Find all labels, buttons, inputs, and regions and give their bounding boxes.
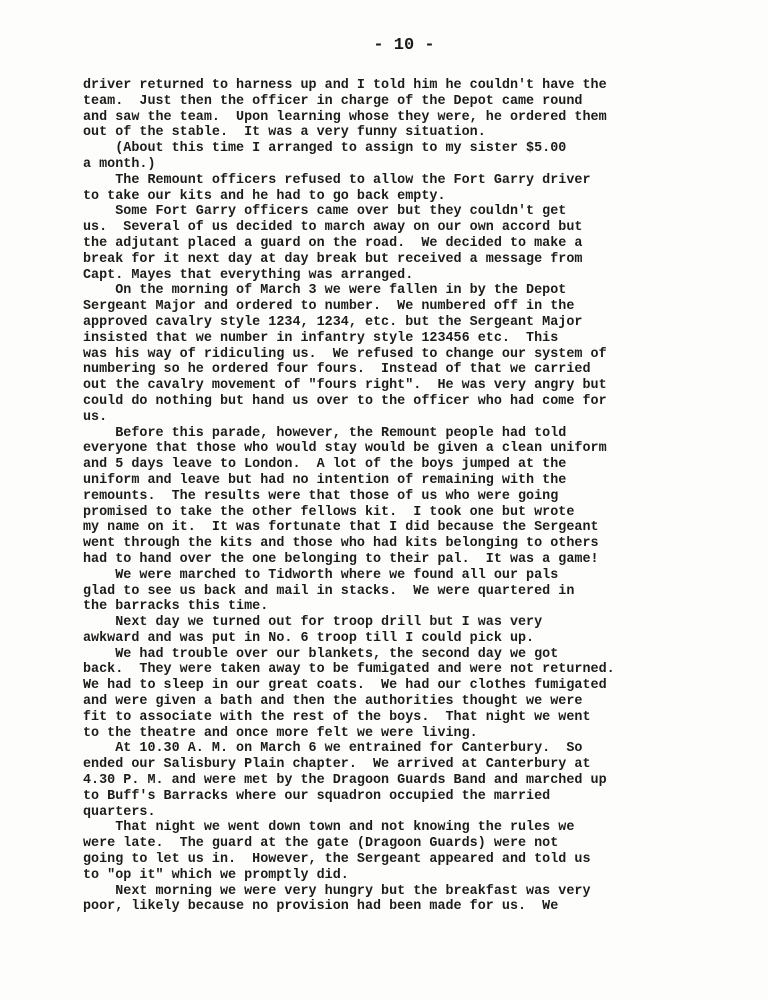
body-text xyxy=(83,78,703,915)
page-number: - 10 - xyxy=(373,36,435,55)
text-line: to "op it" which we promptly did. xyxy=(83,867,349,883)
text-line: us. Several of us decided to march away on our own accord but xyxy=(83,220,583,236)
text-line: back. They were taken away to be fumigated and were not returned. xyxy=(83,662,615,678)
text-line: poor, likely because no provision had been made for us. We xyxy=(83,899,559,915)
text-line: to Buff's Barracks where our squadron occupied the married xyxy=(83,788,551,804)
text-line: and 5 days leave to London. A lot of the boys jumped at the xyxy=(83,457,567,473)
text-line: my name on it. It was fortunate that I did because the Sergeant xyxy=(83,520,599,536)
text-line: insisted that we number in infantry style 123456 etc. This xyxy=(83,330,559,346)
text-line: remounts. The results were that those of us who were going xyxy=(83,488,559,504)
text-line: awkward and was put in No. 6 troop till I could pick up. xyxy=(83,630,535,646)
text-line: a month.) xyxy=(83,156,156,172)
text-line: uniform and leave but had no intention of remaining with the xyxy=(83,472,567,488)
text-line: Next day we turned out for troop drill but I was very xyxy=(83,615,543,631)
text-line: driver returned to harness up and I told him he couldn't have the xyxy=(83,78,607,93)
text-line: approved cavalry style 1234, 1234, etc. but the Sergeant Major xyxy=(83,314,583,330)
text-line: team. Just then the officer in charge of the Depot came round xyxy=(83,93,583,109)
text-line: out the cavalry movement of "fours right". He was very angry but xyxy=(83,378,607,394)
text-line: the adjutant placed a guard on the road. We decided to make a xyxy=(83,235,583,251)
text-line: Sergeant Major and ordered to number. We numbered off in the xyxy=(83,299,575,315)
text-line: glad to see us back and mail in stacks. We were quartered in xyxy=(83,583,575,599)
text-line: out of the stable. It was a very funny situation. xyxy=(83,125,486,141)
text-line: Before this parade, however, the Remount people had told xyxy=(83,425,567,441)
text-line: went through the kits and those who had kits belonging to others xyxy=(83,536,599,552)
text-line: break for it next day at day break but received a message from xyxy=(83,251,583,267)
text-line: were late. The guard at the gate (Dragoon Guards) were not xyxy=(83,836,559,852)
text-line: At 10.30 A. M. on March 6 we entrained for Canterbury. So xyxy=(83,741,583,757)
text-line: 4.30 P. M. and were met by the Dragoon Guards Band and marched up xyxy=(83,773,607,789)
text-line: Capt. Mayes that everything was arranged. xyxy=(83,267,414,283)
text-line: us. xyxy=(83,409,108,425)
text-line: fit to associate with the rest of the boys. That night we went xyxy=(83,709,591,725)
text-line: and were given a bath and then the authorities thought we were xyxy=(83,694,583,710)
text-line: quarters. xyxy=(83,804,156,820)
text-line: could do nothing but hand us over to the officer who had come for xyxy=(83,393,607,409)
text-line: to take our kits and he had to go back empty. xyxy=(83,188,446,204)
text-line: everyone that those who would stay would be given a clean uniform xyxy=(83,441,607,457)
text-line: to the theatre and once more felt we were living. xyxy=(83,725,478,741)
text-line: ended our Salisbury Plain chapter. We arrived at Canterbury at xyxy=(83,757,591,773)
text-line: was his way of ridiculing us. We refused to change our system of xyxy=(83,346,607,362)
text-line: and saw the team. Upon learning whose they were, he ordered them xyxy=(83,109,607,125)
text-line: Next morning we were very hungry but the breakfast was very xyxy=(83,883,591,899)
text-line: We had trouble over our blankets, the second day we got xyxy=(83,646,559,662)
text-line: going to let us in. However, the Sergeant appeared and told us xyxy=(83,852,591,868)
text-line: numbering so he ordered four fours. Instead of that we carried xyxy=(83,362,591,378)
text-line: We had to sleep in our great coats. We had our clothes fumigated xyxy=(83,678,607,694)
text-line: promised to take the other fellows kit. I took one but wrote xyxy=(83,504,575,520)
text-line: (About this time I arranged to assign to my sister $5.00 xyxy=(83,141,567,157)
text-line: The Remount officers refused to allow the Fort Garry driver xyxy=(83,172,591,188)
text-line: That night we went down town and not knowing the rules we xyxy=(83,820,575,836)
text-line: On the morning of March 3 we were fallen in by the Depot xyxy=(83,283,567,299)
text-line: Some Fort Garry officers came over but they couldn't get xyxy=(83,204,567,220)
text-line: had to hand over the one belonging to their pal. It was a game! xyxy=(83,551,599,567)
text-line: the barracks this time. xyxy=(83,599,269,615)
text-line: We were marched to Tidworth where we found all our pals xyxy=(83,567,559,583)
